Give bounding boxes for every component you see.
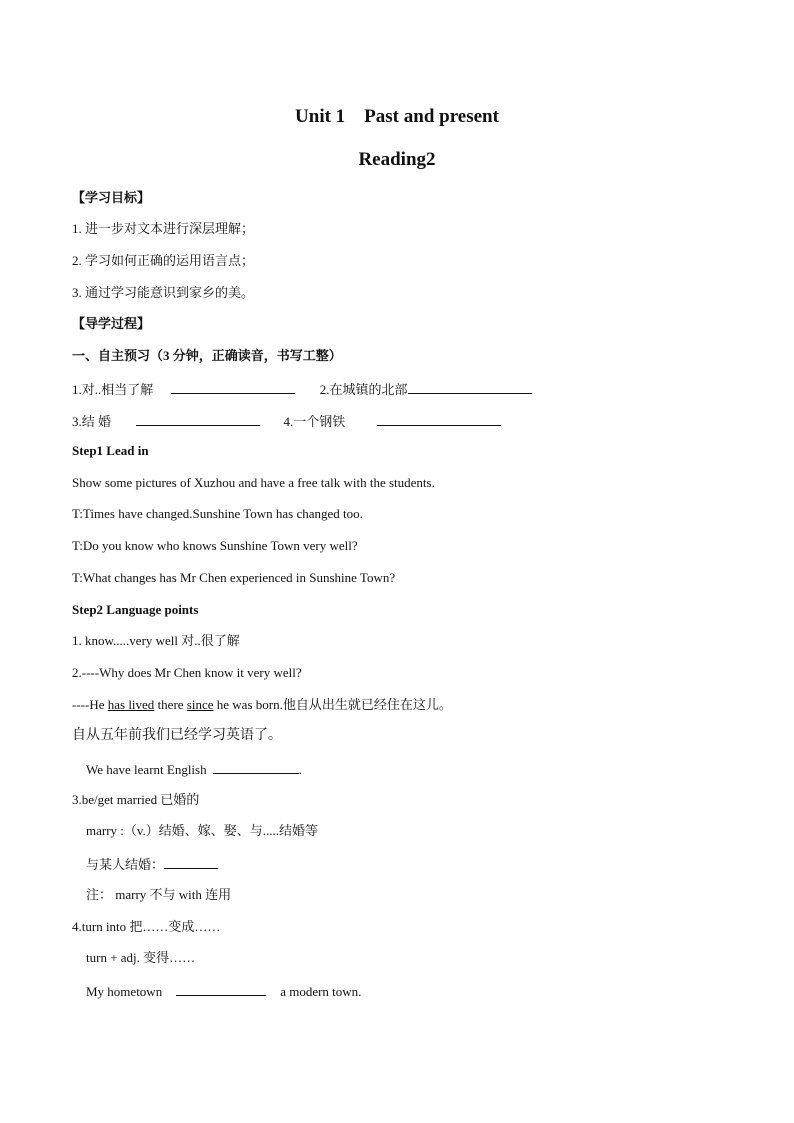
point-4-header: 4.turn into 把……变成…… [72,919,221,934]
answer-text: he was born.他自从出生就已经住在这儿。 [213,697,452,712]
goal-item: 2. 学习如何正确的运用语言点； [72,253,255,268]
preview-item-2: 2.在城镇的北部 [319,382,408,397]
step1-line: T:Times have changed.Sunshine Town has changed too. [72,506,363,521]
page-subtitle: Reading2 [358,149,436,170]
point-2-exercise [86,759,302,779]
exercise-text: . [298,762,302,777]
goal-item: 3. 通过学习能意识到家乡的美。 [72,285,255,300]
answer-blank[interactable] [164,854,218,869]
answer-blank[interactable] [377,411,501,426]
exercise-text: a modern town. [280,984,362,999]
preview-header: 一、自主预习（3 分钟，正确读音，书写工整） [72,348,342,363]
answer-text: ----He [72,697,108,712]
underlined-phrase: since [186,697,214,712]
goal-item: 1. 进一步对文本进行深层理解； [72,221,255,236]
point-2-question: 2.----Why does Mr Chen know it very well? [72,665,302,680]
point-4-line: turn + adj. 变得…… [86,950,196,965]
answer-text: there [154,697,187,712]
preview-item-1: 1.对..相当了解 [72,382,154,397]
exercise-text: 与某人结婚： [86,857,165,872]
point-2-chinese: 自从五年前我们已经学习英语了。 [72,728,282,743]
step1-header: Step1 Lead in [72,443,149,458]
step1-line: T:What changes has Mr Chen experienced in Sunshine Town? [72,570,396,585]
step2-header: Step2 Language points [72,602,199,617]
point-4-exercise [86,981,361,1001]
point-2-answer [72,696,452,714]
goals-header: 【学习目标】 [72,190,151,205]
answer-blank[interactable] [213,759,299,774]
point-3-header: 3.be/get married 已婚的 [72,792,200,807]
point-3-line: marry :（v.）结婚、嫁、娶、与.....结婚等 [86,823,319,838]
preview-row-1 [72,379,532,399]
point-1: 1. know.....very well 对..很了解 [72,633,240,648]
exercise-text: My hometown [86,984,163,999]
exercise-text: We have learnt English [86,762,207,777]
process-header: 【导学过程】 [72,316,151,331]
underlined-phrase: has lived [107,697,155,712]
step1-line: T:Do you know who knows Sunshine Town very well? [72,538,358,553]
preview-item-3: 3.结 婚 [72,414,112,429]
step1-line: Show some pictures of Xuzhou and have a free talk with the students. [72,475,435,490]
point-3-exercise [86,854,218,874]
answer-blank[interactable] [171,379,295,394]
answer-blank[interactable] [408,379,532,394]
point-3-note: 注： marry 不与 with 连用 [86,887,232,902]
preview-row-2 [72,411,501,431]
preview-item-4: 4.一个钢铁 [283,414,346,429]
answer-blank[interactable] [136,411,260,426]
page-title: Unit 1 Past and present [295,106,499,127]
answer-blank[interactable] [176,981,266,996]
